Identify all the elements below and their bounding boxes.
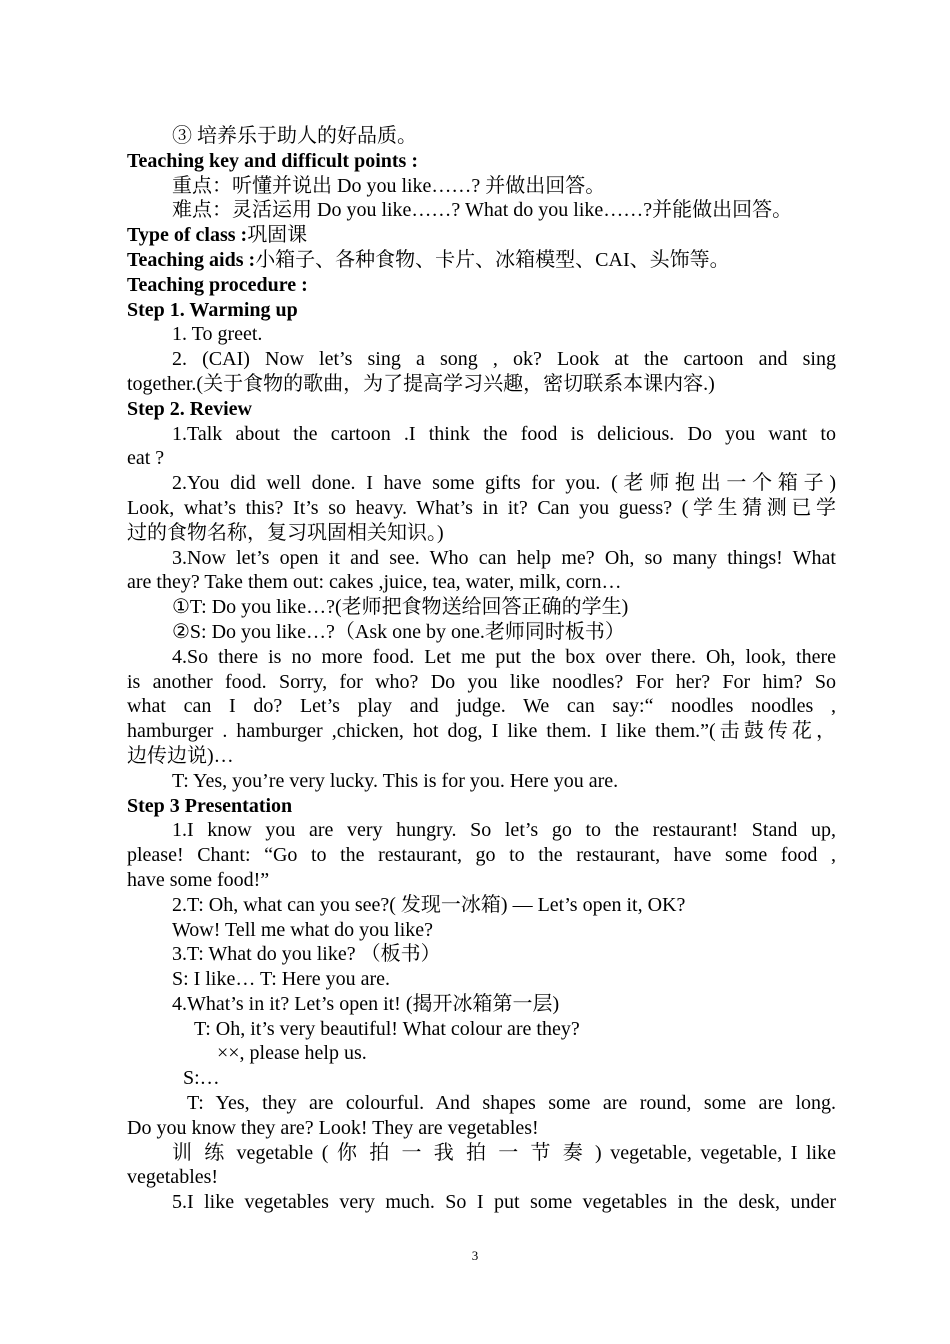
line-text: S:… <box>183 1067 220 1090</box>
line-text: vegetables! <box>127 1166 219 1189</box>
text-line <box>127 942 836 967</box>
line-text: what can I do? Let’s play and judge. We can say:“ noodles noodles , <box>127 695 836 718</box>
text-line <box>127 620 836 645</box>
line-text: together.(关于食物的歌曲，为了提高学习兴趣，密切联系本课内容.) <box>127 372 715 395</box>
section-heading <box>127 248 836 273</box>
line-text: ③ 培养乐于助人的好品质。 <box>172 125 417 147</box>
text-line <box>127 1190 836 1215</box>
line-text: 训 练 vegetable ( 你 拍 一 我 拍 一 节 奏 ) vegetable, vegetable, I like <box>172 1141 836 1164</box>
line-text: eat ? <box>127 447 165 470</box>
line-text: T: Yes, they are colourful. And shapes some are round, some are long. <box>187 1092 836 1115</box>
heading-label: Step 1. Warming up <box>127 298 298 321</box>
line-text: 巩固课 <box>247 224 308 247</box>
section-heading <box>127 794 836 819</box>
line-text: ①T: Do you like…?(老师把食物送给回答正确的学生) <box>172 596 629 619</box>
line-text: 3.T: What do you like? （板书） <box>172 943 441 966</box>
text-line <box>127 1165 836 1190</box>
heading-label: Teaching aids : <box>127 248 256 271</box>
line-text: 2.You did well done. I have some gifts for you. (老师抱出一个箱子) <box>172 472 836 495</box>
text-line <box>127 1091 836 1116</box>
line-text: 2. (CAI) Now let’s sing a song , ok? Look at the cartoon and sing <box>172 348 836 371</box>
heading-label: Type of class : <box>127 224 248 247</box>
line-text: 1.Talk about the cartoon .I think the food is delicious. Do you want to <box>172 422 836 445</box>
text-line <box>127 471 836 496</box>
line-text: 难点：灵活运用 Do you like……? What do you like……?并能做出回答。 <box>172 199 793 222</box>
text-line <box>127 521 836 546</box>
line-text: 边传边说)… <box>127 744 234 767</box>
heading-label: Teaching procedure : <box>127 273 308 296</box>
page-number: 3 <box>471 1248 479 1263</box>
text-line <box>127 1017 836 1042</box>
line-text: Do you know they are? Look! They are vegetables! <box>127 1116 539 1139</box>
text-line <box>127 670 836 695</box>
line-text: 4.What’s in it? Let’s open it! (揭开冰箱第一层) <box>172 992 560 1015</box>
line-text: 1. To greet. <box>172 323 263 346</box>
text-line <box>127 174 836 199</box>
line-text: S: I like… T: Here you are. <box>172 968 391 991</box>
line-text: ××, please help us. <box>217 1042 367 1065</box>
line-text: ②S: Do you like…?（Ask one by one.老师同时板书） <box>172 620 625 643</box>
text-line <box>127 918 836 943</box>
text-line <box>127 967 836 992</box>
line-text: 重点：听懂并说出 Do you like……? 并做出回答。 <box>172 174 606 197</box>
text-line <box>127 1041 836 1066</box>
line-text: have some food!” <box>127 868 270 891</box>
text-line <box>127 422 836 447</box>
section-heading <box>127 149 836 174</box>
text-line <box>127 868 836 893</box>
line-text: Wow! Tell me what do you like? <box>172 918 434 941</box>
text-line <box>127 322 836 347</box>
text-line <box>127 769 836 794</box>
line-text: 小箱子、各种食物、卡片、冰箱模型、CAI、头饰等。 <box>255 248 730 271</box>
text-line <box>127 645 836 670</box>
line-text: please! Chant: “Go to the restaurant, go to the restaurant, have some food , <box>127 844 836 867</box>
text-line <box>127 893 836 918</box>
text-line <box>127 446 836 471</box>
line-text: hamburger . hamburger ,chicken, hot dog, I like them. I like them.”(击鼓传花， <box>127 720 836 743</box>
heading-label: Step 2. Review <box>127 397 252 420</box>
text-line <box>127 124 836 149</box>
text-line <box>127 744 836 769</box>
text-line <box>127 1141 836 1166</box>
section-heading <box>127 298 836 323</box>
line-text: Look, what’s this? It’s so heavy. What’s in it? Can you guess? (学生猜测已学 <box>127 496 836 519</box>
line-text: 1.I know you are very hungry. So let’s go to the restaurant! Stand up, <box>172 819 836 842</box>
section-heading <box>127 397 836 422</box>
line-text: is another food. Sorry, for who? Do you like noodles? For her? For him? So <box>127 670 836 693</box>
text-line <box>127 595 836 620</box>
text-line <box>127 546 836 571</box>
section-heading <box>127 273 836 298</box>
line-text: 4.So there is no more food. Let me put the box over there. Oh, look, there <box>172 645 836 668</box>
text-line <box>127 843 836 868</box>
heading-label: Teaching key and difficult points : <box>127 149 418 172</box>
line-text: 5.I like vegetables very much. So I put some vegetables in the desk, under <box>172 1191 836 1214</box>
text-line <box>127 372 836 397</box>
line-text: 过的食物名称，复习巩固相关知识。) <box>127 521 444 544</box>
text-line <box>127 347 836 372</box>
text-line <box>127 198 836 223</box>
text-line <box>127 496 836 521</box>
heading-label: Step 3 Presentation <box>127 794 293 817</box>
section-heading <box>127 223 836 248</box>
text-line <box>127 992 836 1017</box>
line-text: are they? Take them out: cakes ,juice, tea, water, milk, corn… <box>127 571 622 594</box>
line-text: 2.T: Oh, what can you see?( 发现一冰箱) — Let’s open it, OK? <box>172 893 686 916</box>
text-line <box>127 818 836 843</box>
text-line <box>127 570 836 595</box>
text-line <box>127 1066 836 1091</box>
line-text: T: Yes, you’re very lucky. This is for you. Here you are. <box>172 769 619 792</box>
line-text: 3.Now let’s open it and see. Who can help me? Oh, so many things! What <box>172 546 836 569</box>
document-body <box>127 124 836 1215</box>
line-text: T: Oh, it’s very beautiful! What colour are they? <box>194 1017 580 1040</box>
text-line <box>127 694 836 719</box>
text-line <box>127 1116 836 1141</box>
text-line <box>127 719 836 744</box>
